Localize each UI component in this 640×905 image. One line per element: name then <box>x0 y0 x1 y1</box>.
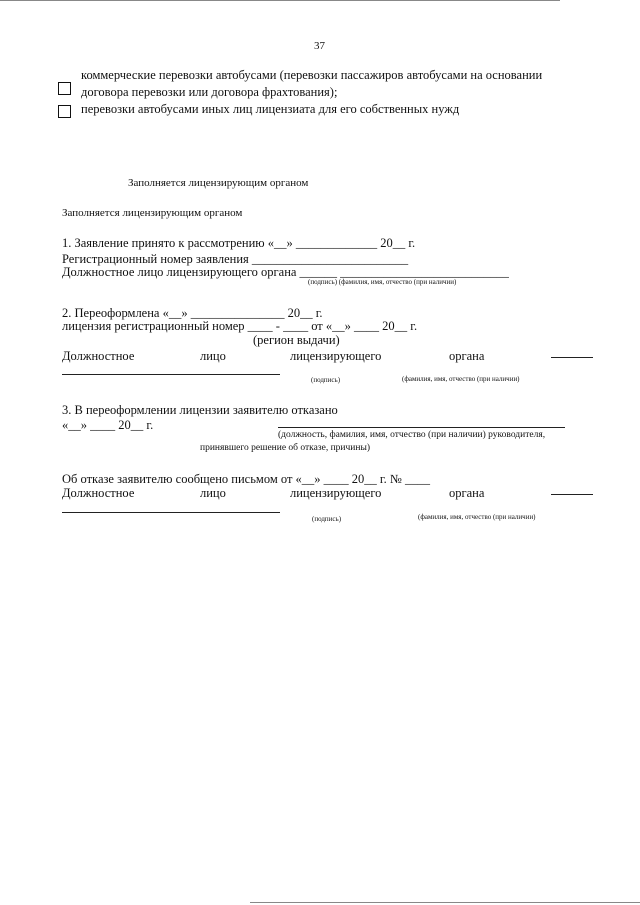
section4-signature-caption: (подпись) <box>312 515 342 523</box>
section1-official: Должностное лицо лицензирующего органа ______ ___________________________ <box>62 265 509 279</box>
scan-edge-bottom <box>250 902 640 903</box>
checkbox-commercial-transport[interactable] <box>58 82 71 95</box>
page-number: 37 <box>314 40 325 52</box>
scan-edge-top <box>0 0 560 1</box>
section2-name-caption: (фамилия, имя, отчество (при наличии) <box>402 375 520 383</box>
checkbox-label-own-needs: перевозки автобусами иных лиц лицензиата для его собственных нужд <box>81 102 460 116</box>
section4-official-word-2: лицо <box>200 486 226 500</box>
section2-license-reg: лицензия регистрационный номер ____ - ____ от «__» ____ 20__ г. <box>62 319 418 333</box>
section4-official-word-1: Должностное <box>62 486 135 500</box>
section1-reg-number: Регистрационный номер заявления _________________________ <box>62 252 409 266</box>
section1-accepted: 1. Заявление принято к рассмотрению «__» _____________ 20__ г. <box>62 236 416 250</box>
section3-caption-line1: (должность, фамилия, имя, отчество (при наличии) руководителя, <box>278 430 546 440</box>
checkbox-own-needs-transport[interactable] <box>58 105 71 118</box>
section2-reissued: 2. Переоформлена «__» _______________ 20__ г. <box>62 306 323 320</box>
section4-official-word-4: органа <box>449 486 485 500</box>
section2-signature-caption: (подпись) <box>311 376 341 384</box>
section4-blank-left <box>62 512 280 513</box>
section4-notified: Об отказе заявителю сообщено письмом от «__» ____ 20__ г. № ____ <box>62 472 430 486</box>
checkbox-label-commercial-line1: коммерческие перевозки автобусами (перевозки пассажиров автобусами на основании <box>81 68 543 82</box>
section1-sign-caption: (подпись) (фамилия, имя, отчество (при наличии) <box>308 278 457 286</box>
section4-official-word-3: лицензирующего <box>290 486 382 500</box>
section3-caption-line2: принявшего решение об отказе, причины) <box>200 443 370 453</box>
heading-filled-by-authority-left: Заполняется лицензирующим органом <box>62 207 243 219</box>
section3-blank-line <box>278 427 565 428</box>
checkbox-label-commercial-line2: договора перевозки или договора фрахтования); <box>81 85 338 99</box>
section4-blank-right <box>551 494 593 495</box>
section2-official-word-1: Должностное <box>62 349 135 363</box>
section2-blank-right <box>551 357 593 358</box>
section4-name-caption: (фамилия, имя, отчество (при наличии) <box>418 513 536 521</box>
section2-official-word-2: лицо <box>200 349 226 363</box>
section2-blank-left <box>62 374 280 375</box>
section3-refused: 3. В переоформлении лицензии заявителю отказано <box>62 403 338 417</box>
section3-date: «__» ____ 20__ г. <box>62 418 154 432</box>
heading-filled-by-authority-center: Заполняется лицензирующим органом <box>128 177 309 189</box>
section2-official-word-3: лицензирующего <box>290 349 382 363</box>
section2-official-word-4: органа <box>449 349 485 363</box>
section2-region: (регион выдачи) <box>253 333 340 347</box>
